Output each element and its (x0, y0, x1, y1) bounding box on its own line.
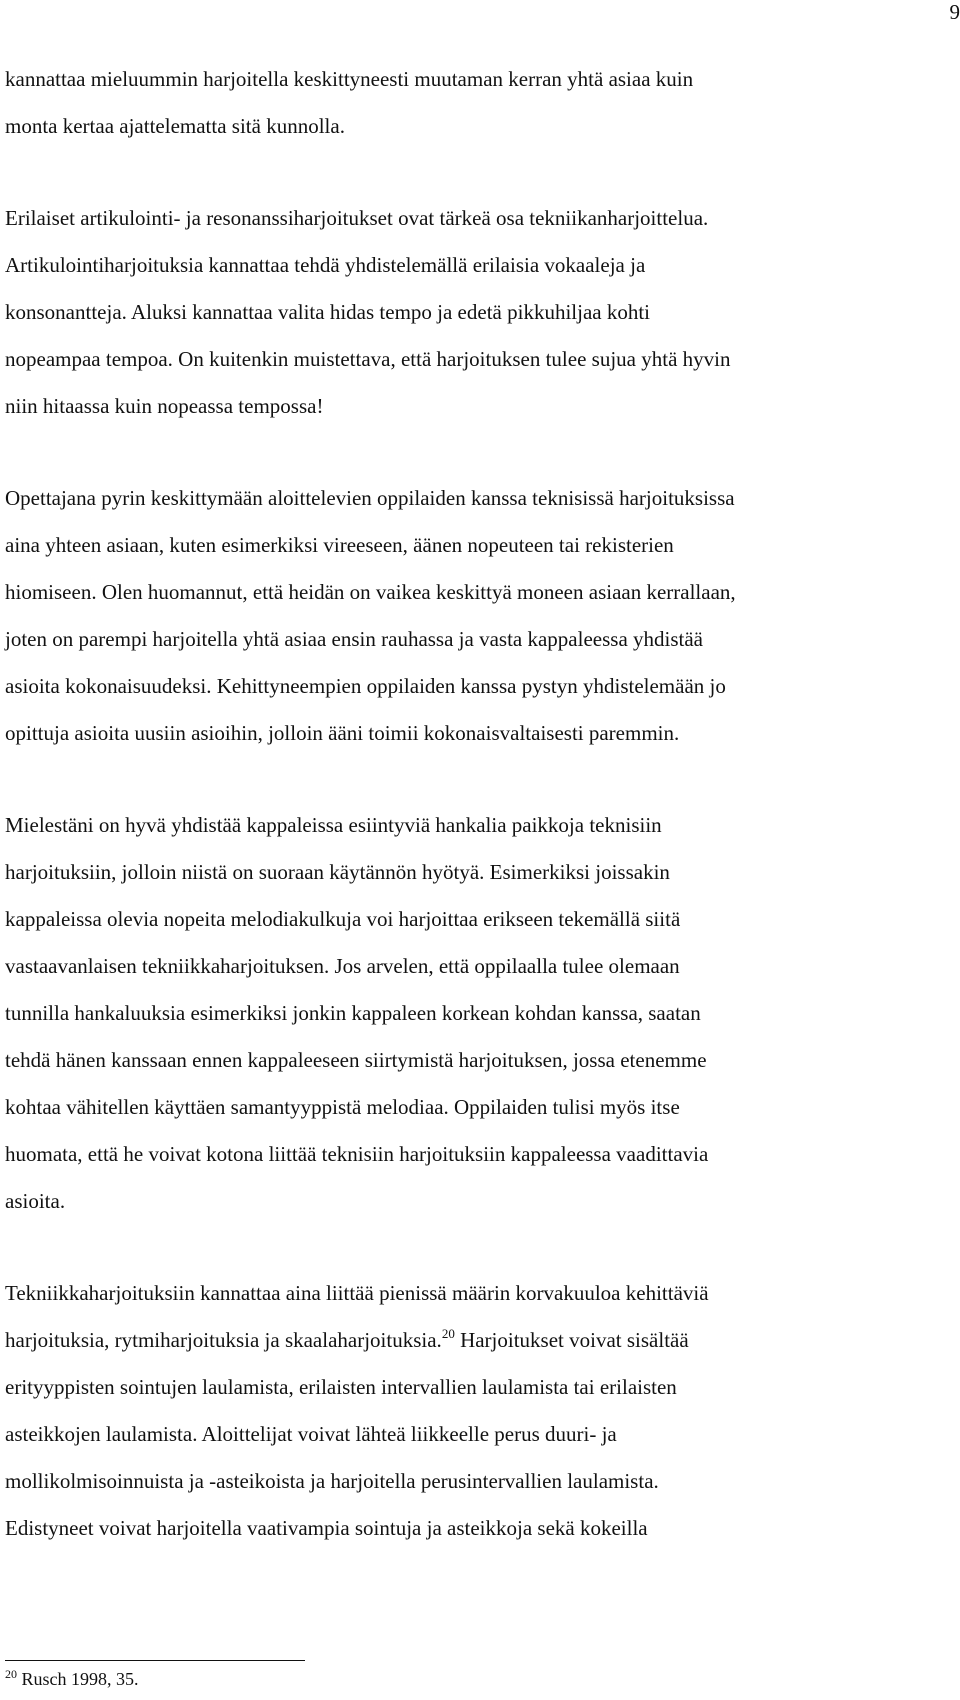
text-line: monta kertaa ajattelematta sitä kunnolla. (5, 114, 345, 138)
footnote-text: Rusch 1998, 35. (17, 1669, 139, 1689)
text-line: Opettajana pyrin keskittymään aloittelevien oppilaiden kanssa teknisissä harjoituksissa (5, 486, 735, 510)
text-line: opittuja asioita uusiin asioihin, jolloin ääni toimii kokonaisvaltaisesti paremmin. (5, 721, 680, 745)
text-segment: harjoituksia, rytmiharjoituksia ja skaalaharjoituksia. (5, 1328, 442, 1352)
text-line: joten on parempi harjoitella yhtä asiaa ensin rauhassa ja vasta kappaleessa yhdistää (5, 627, 703, 651)
text-line: niin hitaassa kuin nopeassa tempossa! (5, 394, 324, 418)
footnote-divider (5, 1660, 305, 1661)
text-line: asioita. (5, 1189, 66, 1213)
text-line: vastaavanlaisen tekniikkaharjoituksen. Jos arvelen, että oppilaalla tulee olemaan (5, 954, 680, 978)
text-line: kohtaa vähitellen käyttäen samantyyppistä melodiaa. Oppilaiden tulisi myös itse (5, 1095, 680, 1119)
text-line: tehdä hänen kanssaan ennen kappaleeseen siirtymistä harjoituksen, jossa etenemme (5, 1048, 707, 1072)
text-line: mollikolmisoinnuista ja -asteikoista ja harjoitella perusintervallien laulamista. (5, 1469, 659, 1493)
text-line: Artikulointiharjoituksia kannattaa tehdä yhdistelemällä erilaisia vokaaleja ja (5, 253, 646, 277)
text-line: harjoituksiin, jolloin niistä on suoraan käytännön hyötyä. Esimerkiksi joissakin (5, 860, 670, 884)
text-segment: Harjoitukset voivat sisältää (454, 1328, 689, 1352)
text-line: huomata, että he voivat kotona liittää teknisiin harjoituksiin kappaleessa vaadittavia (5, 1142, 709, 1166)
paragraph (5, 56, 960, 150)
text-line: kannattaa mieluummin harjoitella keskittyneesti muutaman kerran yhtä asiaa kuin (5, 67, 694, 91)
text-line: Tekniikkaharjoituksiin kannattaa aina liittää pienissä määrin korvakuuloa kehittäviä (5, 1281, 709, 1305)
text-line: aina yhteen asiaan, kuten esimerkiksi vireeseen, äänen nopeuteen tai rekisterien (5, 533, 674, 557)
text-line (5, 1317, 960, 1364)
text-line: kappaleissa olevia nopeita melodiakulkuja voi harjoittaa erikseen tekemällä siitä (5, 907, 681, 931)
footnote-number: 20 (5, 1667, 17, 1681)
paragraph (5, 802, 960, 1225)
footnote (5, 1666, 139, 1694)
paragraph (5, 475, 960, 757)
text-line: Mielestäni on hyvä yhdistää kappaleissa esiintyviä hankalia paikkoja teknisiin (5, 813, 662, 837)
footnote-reference: 20 (441, 1326, 455, 1341)
text-line: hiomiseen. Olen huomannut, että heidän on vaikea keskittyä moneen asiaan kerrallaan, (5, 580, 736, 604)
text-line: asteikkojen laulamista. Aloittelijat voivat lähteä liikkeelle perus duuri- ja (5, 1422, 617, 1446)
text-line: erityyppisten sointujen laulamista, erilaisten intervallien laulamista tai erilaisten (5, 1375, 677, 1399)
text-line: nopeampaa tempoa. On kuitenkin muistettava, että harjoituksen tulee sujua yhtä hyvin (5, 347, 731, 371)
text-line: asioita kokonaisuudeksi. Kehittyneempien oppilaiden kanssa pystyn yhdistelemään jo (5, 674, 726, 698)
document-body (5, 56, 960, 1552)
text-line: Erilaiset artikulointi- ja resonanssiharjoitukset ovat tärkeä osa tekniikanharjoittelua. (5, 206, 709, 230)
text-line: konsonantteja. Aluksi kannattaa valita hidas tempo ja edetä pikkuhiljaa kohti (5, 300, 651, 324)
paragraph (5, 1270, 960, 1552)
text-line: Edistyneet voivat harjoitella vaativampia sointuja ja asteikkoja sekä kokeilla (5, 1516, 648, 1540)
paragraph (5, 195, 960, 430)
page-number: 9 (949, 0, 960, 24)
text-line: tunnilla hankaluuksia esimerkiksi jonkin kappaleen korkean kohdan kanssa, saatan (5, 1001, 701, 1025)
